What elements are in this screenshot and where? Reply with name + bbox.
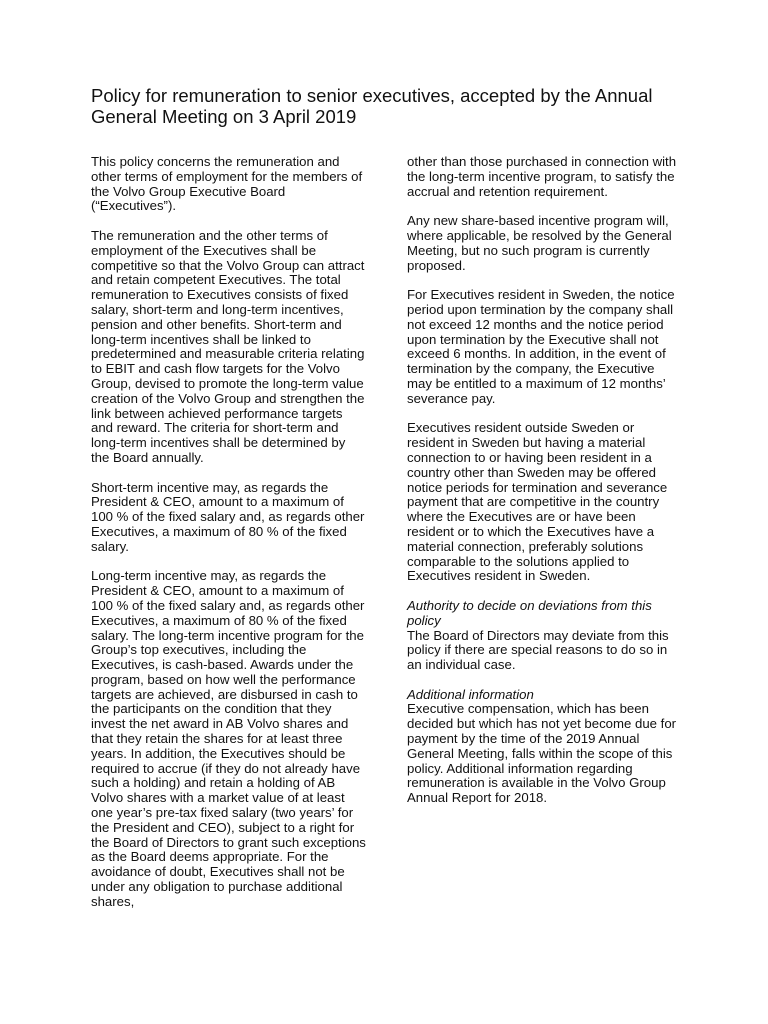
paragraph-short-term-incentive: Short-term incentive may, as regards the President & CEO, amount to a maximum of 100 % of the fixed salary and, as regards other Executives, a maximum of 80 % of the fixed salary.: [91, 479, 365, 554]
authority-text: The Board of Directors may deviate from this policy if there are special reasons to do so in an individual case.: [407, 627, 669, 673]
right-column: [407, 155, 679, 821]
additional-information-text: Executive compensation, which has been decided but which has not yet become due for payment by the time of the 2019 Annual General Meeting, falls within the scope of this policy. Additional information regarding remuneration is available in the Volvo Group Annual Report for 2018.: [407, 701, 677, 806]
section-additional-information: [407, 688, 679, 806]
additional-information-heading: Additional information: [407, 686, 534, 702]
left-column: [91, 155, 366, 924]
paragraph-long-term-incentive: Long-term incentive may, as regards the President & CEO, amount to a maximum of 100 % of the fixed salary and, as regards other Executives, a maximum of 80 % of the fixed salary. The long-term incentive program for the Group’s top executives, including the Executives, is cash-based. Awards under the program, based on how well the performance targets are achieved, are disbursed in cash to the participants on the condition that they invest the net award in AB Volvo shares and that they retain the shares for at least three years. In addition, the Executives should be required to accrue (if they do not already have such a holding) and retain a holding of AB Volvo shares with a market value of at least one year’s pre-tax fixed salary (two years’ for the President and CEO), subject to a right for the Board of Directors to grant such exceptions as the Board deems appropriate. For the avoidance of doubt, Executives shall not be under any obligation to purchase additional shares,: [91, 568, 366, 909]
paragraph-scope: This policy concerns the remuneration and other terms of employment for the members of the Volvo Group Executive Board (“Executives”).: [91, 154, 363, 214]
document-title: Policy for remuneration to senior executives, accepted by the Annual General Meeting on 3 April 2019: [91, 85, 653, 127]
section-authority: [407, 599, 679, 673]
paragraph-notice-sweden: For Executives resident in Sweden, the notice period upon termination by the company shall not exceed 12 months and the notice period upon termination by the Executive shall not exceed 6 months. In addition, in the event of termination by the company, the Executive may be entitled to a maximum of 12 months’ severance pay.: [407, 287, 675, 406]
paragraph-share-program: Any new share-based incentive program will, where applicable, be resolved by the General Meeting, but no such program is currently proposed.: [407, 213, 672, 273]
paragraph-continuation: other than those purchased in connection with the long-term incentive program, to satisfy the accrual and retention requirement.: [407, 154, 677, 199]
paragraph-remuneration-terms: The remuneration and the other terms of employment of the Executives shall be competitive so that the Volvo Group can attract and retain competent Executives. The total remuneration to Executives consists of fixed salary, short-term and long-term incentives, pension and other benefits. Short-term and long-term incentives shall be linked to predetermined and measurable criteria relating to EBIT and cash flow targets for the Volvo Group, devised to promote the long-term value creation of the Volvo Group and strengthen the link between achieved performance targets and reward. The criteria for short-term and long-term incentives shall be determined by the Board annually.: [91, 227, 365, 465]
paragraph-notice-outside-sweden: Executives resident outside Sweden or resident in Sweden but having a material connection to or having been resident in a country other than Sweden may be offered notice periods for termination and severance payment that are competitive in the country where the Executives are or have been resident or to which the Executives have a material connection, preferably solutions comparable to the solutions applied to Executives resident in Sweden.: [407, 420, 668, 584]
authority-heading: Authority to decide on deviations from this policy: [407, 597, 652, 628]
